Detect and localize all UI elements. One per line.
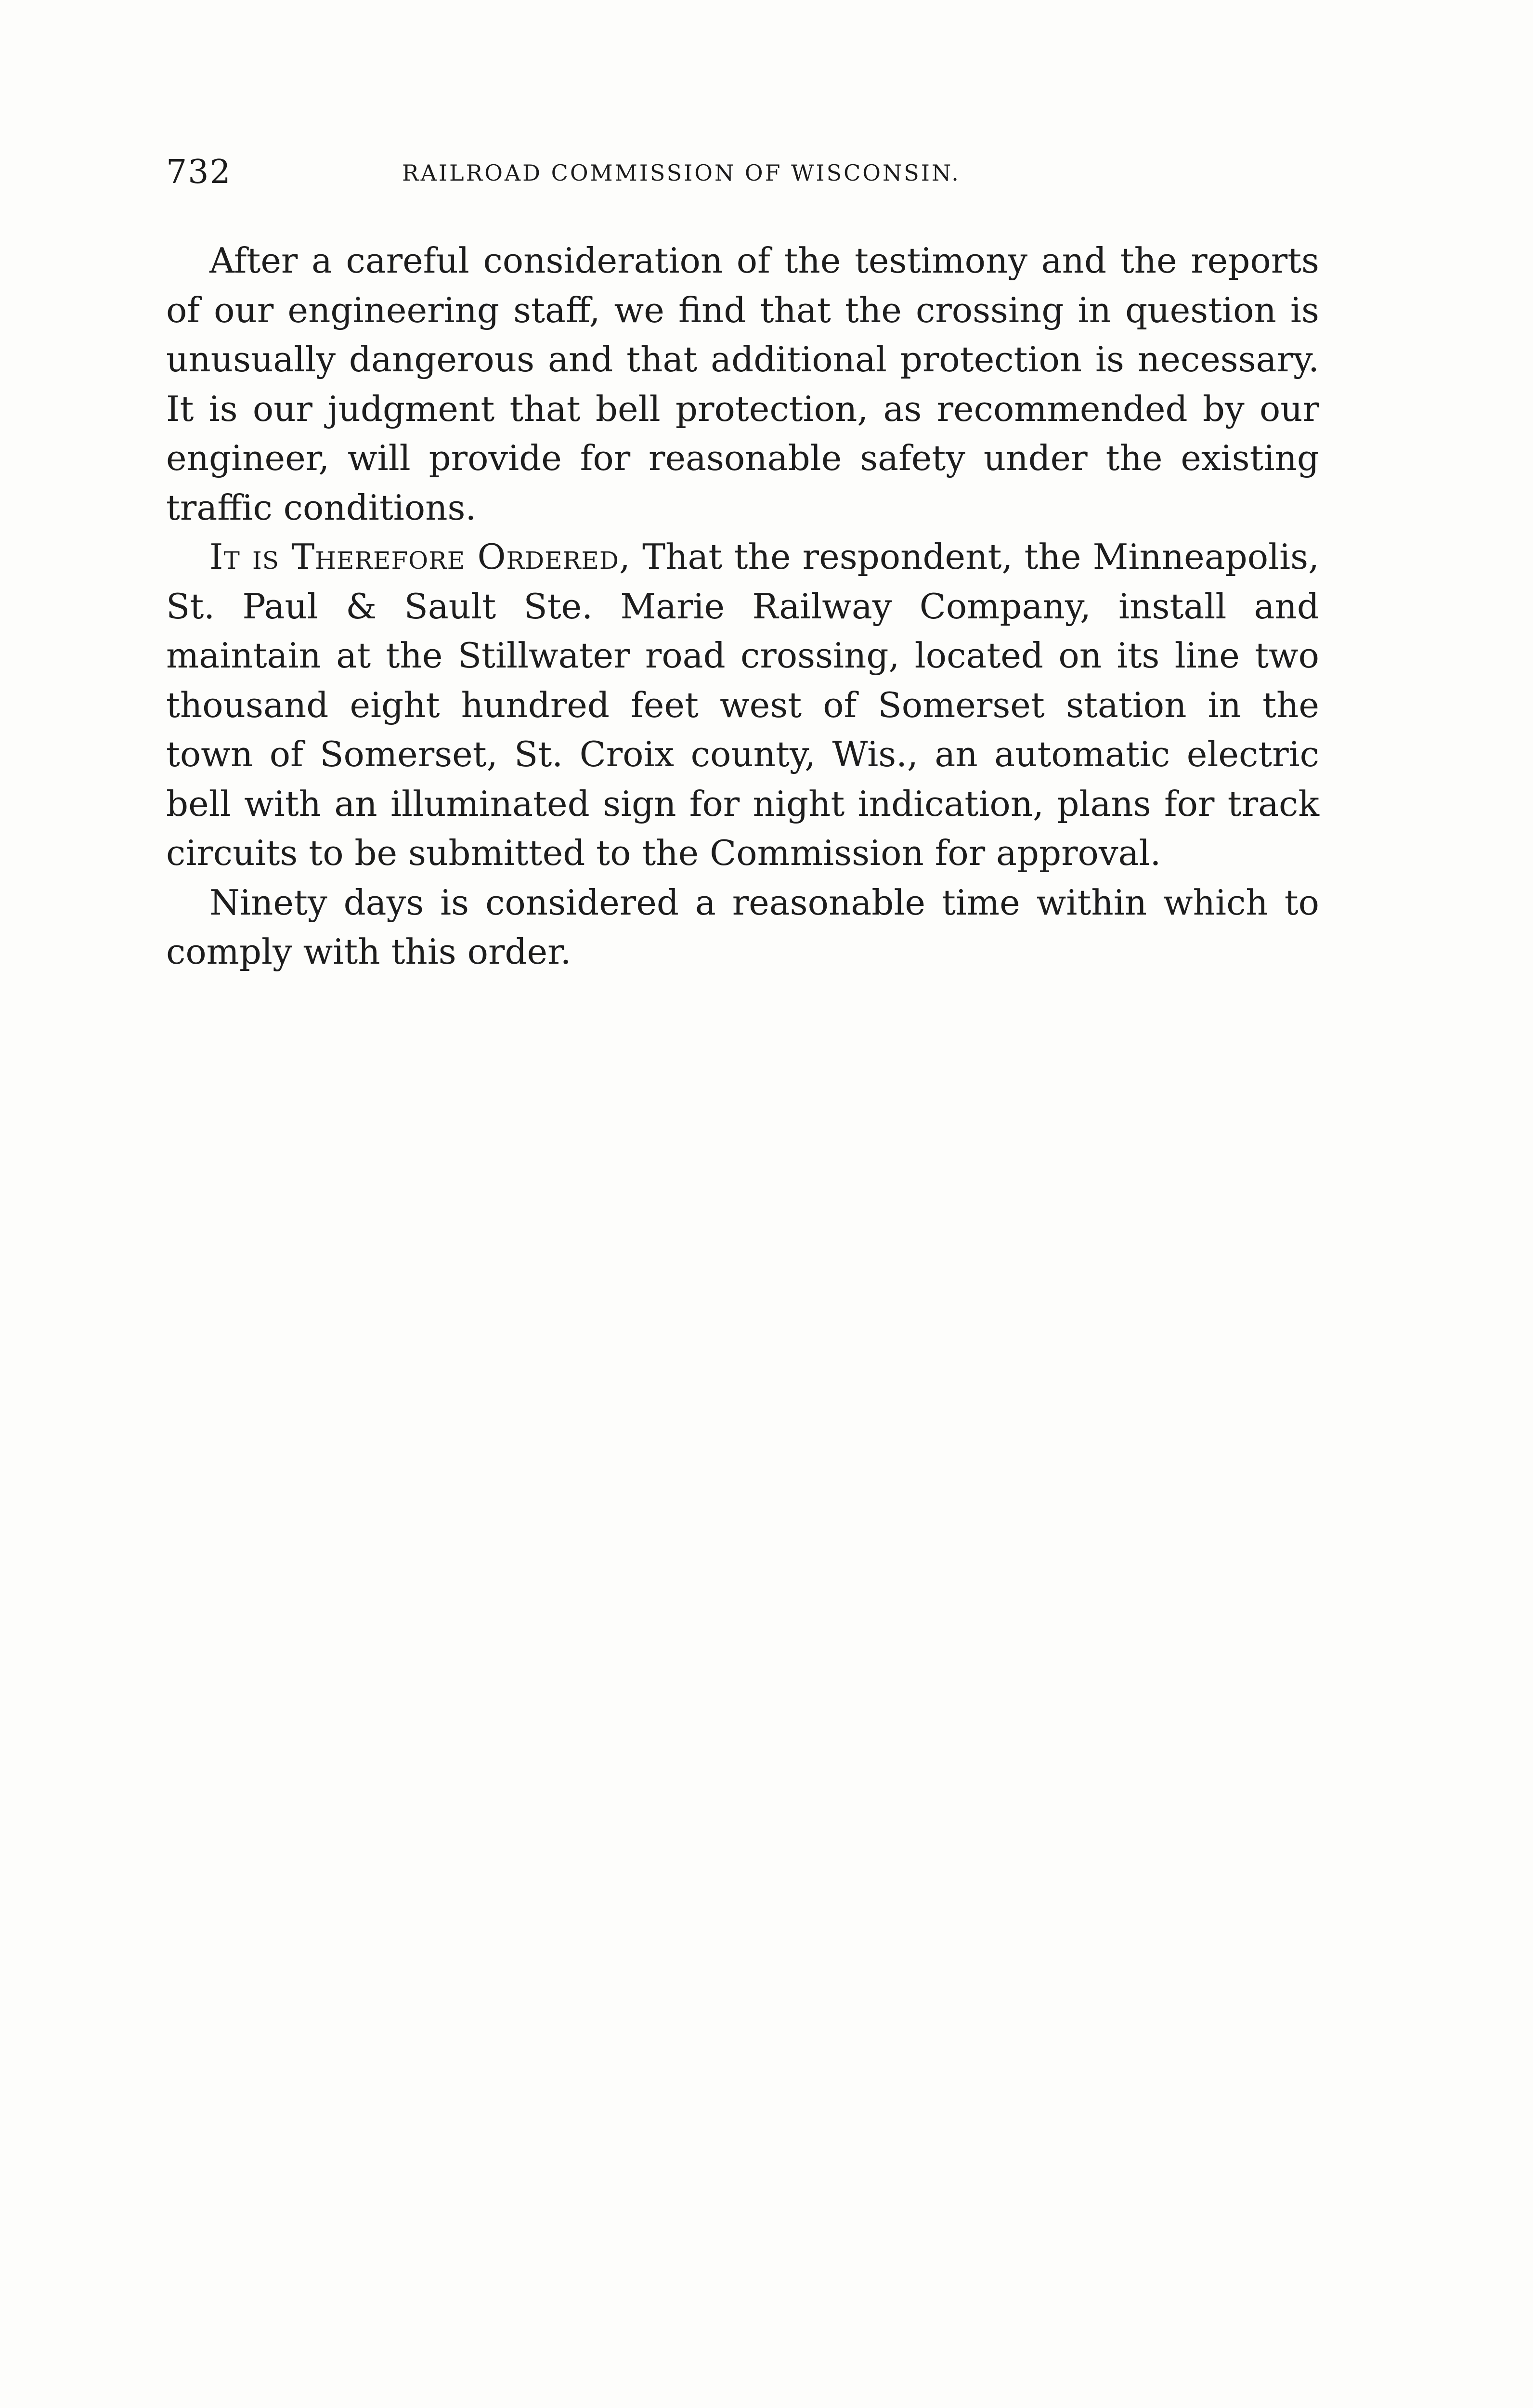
page-number: 732 <box>166 153 232 191</box>
paragraph-order <box>166 532 1319 878</box>
paragraph-compliance: Ninety days is considered a reasonable time within which to comply with this order. <box>166 882 1319 972</box>
paragraph-findings: After a careful consideration of the testimony and the reports of our engineering staff, we find that the crossing in question is unusually dangerous and that additional protection is necessary. It is our judgment that bell protection, as recommended by our engineer, will provide for reasonable safety under the existing traffic conditions. <box>166 240 1319 528</box>
order-text: That the respondent, the Minneapolis, St. Paul & Sault Ste. Marie Railway Company, install and maintain at the Stillwater road crossing, located on its line two thousand eight hundred feet west of Somerset station in the town of Somerset, St. Croix county, Wis., an automatic electric bell with an illuminated sign for night indication, plans for track circuits to be submitted to the Commission for approval. <box>166 537 1320 873</box>
page-header <box>166 153 1317 201</box>
running-head: RAILROAD COMMISSION OF WISCONSIN. <box>402 160 961 186</box>
body-text <box>166 236 1319 977</box>
order-lead: It is Therefore Ordered, <box>209 537 631 577</box>
